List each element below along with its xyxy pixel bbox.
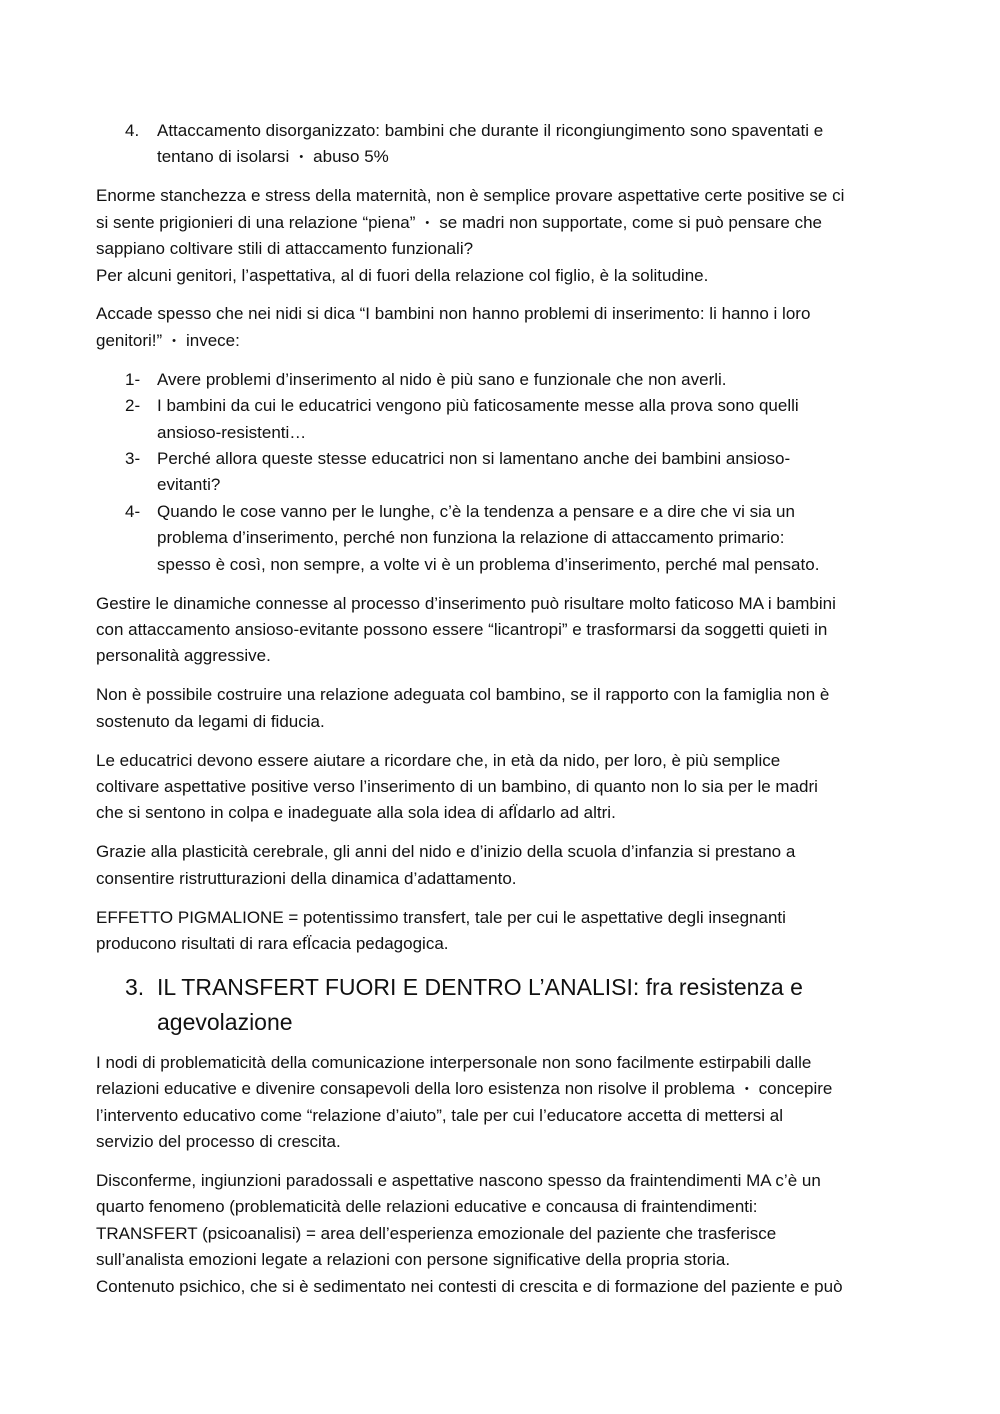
numbered-list [96,367,908,578]
text-line: TRANSFERT (psicoanalisi) = area dell’esperienza emozionale del paziente che trasferisce [96,1223,777,1243]
text-line: servizio del processo di crescita. [96,1132,341,1152]
heading-number: 3. [125,973,145,1000]
heading-line: IL TRANSFERT FUORI E DENTRO L’ANALISI: fra resistenza e [157,973,803,1000]
text-fragment: relazioni educative e divenire consapevoli della loro esistenza non risolve il problema [96,1079,735,1099]
text-line: Disconferme, ingiunzioni paradossali e aspettative nascono spesso da fraintendimenti MA c’è un [96,1171,821,1190]
text-line [96,328,908,354]
text-fragment: concepire [758,1079,833,1099]
text-line: che si sentono in colpa e inadeguate alla sola idea di afÏdarlo ad altri. [96,803,616,823]
text-line: problema d’inserimento, perché non funziona la relazione di attaccamento primario: [157,528,785,548]
text-line: l’intervento educativo come “relazione d’aiuto”, tale per cui l’educatore accetta di mettersi al [96,1105,783,1125]
list-item [96,393,908,446]
paragraph-family-trust [96,682,908,735]
text-line: Accade spesso che nei nidi si dica “I bambini non hanno problemi di inserimento: li hanno i loro [96,304,811,324]
text-line: consentire ristrutturazioni della dinamica d’adattamento. [96,868,517,888]
list-number: 3- [125,448,141,468]
section-heading [96,970,908,1041]
paragraph-insertion-dynamics [96,591,908,670]
paragraph-transfert [96,1168,908,1300]
list-item [96,499,908,578]
bullet-glyph: • [425,216,430,229]
text-line: Le educatrici devono essere aiutare a ricordare che, in età da nido, per loro, è più semplice [96,750,781,770]
text-line: Contenuto psichico, che si è sedimentato nei contesti di crescita e di formazione del paziente e può [96,1276,843,1296]
text-line: Enorme stanchezza e stress della maternità, non è semplice provare aspettative certe positive se ci [96,186,845,206]
text-line: Grazie alla plasticità cerebrale, gli anni del nido e d’inizio della scuola d’infanzia si prestano a [96,842,796,862]
text-line: Avere problemi d’inserimento al nido è più sano e funzionale che non averli. [157,369,727,389]
text-line: quarto fenomeno (problematicità delle relazioni educative e concausa di fraintendimenti: [96,1197,758,1217]
text-line: spesso è così, non sempre, a volte vi è un problema d’inserimento, perché mal pensato. [157,554,820,574]
paragraph-educators [96,748,908,827]
text-fragment: tentano di isolarsi [157,147,290,167]
text-line: Perché allora queste stesse educatrici non si lamentano anche dei bambini ansioso- [157,448,791,468]
text-line: coltivare aspettative positive verso l’inserimento di un bambino, di quanto non lo sia per le madri [96,776,818,796]
paragraph-nido-saying [96,301,908,354]
bullet-glyph: • [744,1083,749,1096]
text-line [96,210,908,236]
text-line: EFFETTO PIGMALIONE = potentissimo transfert, tale per cui le aspettative degli insegnanti [96,907,786,927]
text-line: Quando le cose vanno per le lunghe, c’è la tendenza a pensare e a dire che vi sia un [157,501,795,521]
list-item [96,367,908,393]
text-line: Per alcuni genitori, l’aspettativa, al di fuori della relazione col figlio, è la solitudine. [96,265,709,285]
list-number: 4. [125,121,140,140]
text-line: Attaccamento disorganizzato: bambini che durante il ricongiungimento sono spaventati e [157,121,824,140]
text-fragment: se madri non supportate, come si può pensare che [439,212,822,232]
text-fragment: si sente prigionieri di una relazione “piena” [96,212,416,232]
text-fragment: invece: [186,330,240,350]
text-line: ansioso-resistenti… [157,422,307,442]
text-fragment: abuso 5% [313,147,389,167]
text-line: Non è possibile costruire una relazione adeguata col bambino, se il rapporto con la famiglia non è [96,685,830,705]
text-line: Gestire le dinamiche connesse al processo d’inserimento può risultare molto faticoso MA i bambini [96,593,836,613]
paragraph-communication-knots [96,1050,908,1156]
text-line [157,144,908,170]
heading-line: agevolazione [157,1009,293,1036]
list-number: 2- [125,396,141,416]
text-line: I nodi di problematicità della comunicazione interpersonale non sono facilmente estirpabili dalle [96,1052,812,1072]
text-line [96,1076,908,1102]
text-line: I bambini da cui le educatrici vengono più faticosamente messe alla prova sono quelli [157,396,799,416]
list-item [96,446,908,499]
text-line: sappiano coltivare stili di attaccamento funzionali? [96,239,474,259]
text-fragment: genitori!” [96,330,163,350]
text-line: personalità aggressive. [96,646,271,666]
list-number: 1- [125,369,141,389]
text-line: sostenuto da legami di fiducia. [96,711,325,731]
paragraph-maternity-stress [96,183,908,289]
document-page [96,118,908,1313]
text-line: sull’analista emozioni legate a relazioni con persone significative della propria storia. [96,1250,731,1270]
bullet-glyph: • [172,334,176,347]
text-line: con attaccamento ansioso-evitante possono essere “licantropi” e trasformarsi da soggetti quieti in [96,619,828,639]
bullet-glyph: • [299,151,304,164]
list-item-attachment-4 [96,118,908,171]
text-line: evitanti? [157,475,221,495]
paragraph-plasticity [96,839,908,892]
text-line: producono risultati di rara efÏcacia pedagogica. [96,933,449,953]
list-number: 4- [125,501,141,521]
paragraph-pygmalion [96,905,908,958]
